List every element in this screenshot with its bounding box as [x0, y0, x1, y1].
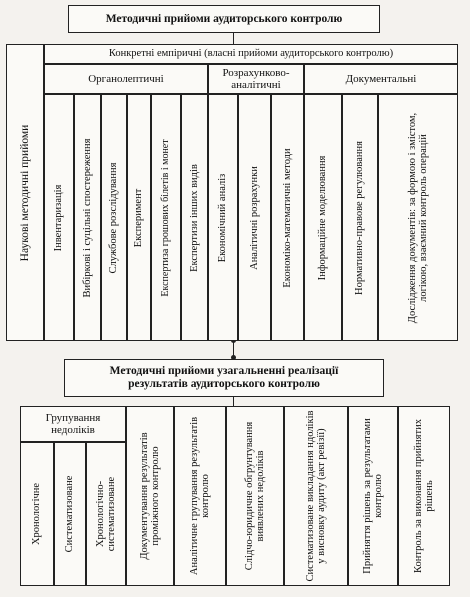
empirical-header: Конкретні емпіричні (власні прийоми аудиторського контролю) — [44, 44, 458, 64]
result-item: Аналітичне групування результатів контролю — [174, 406, 226, 586]
generalization-title: Методичні прийоми узагальненні реалізації результатів аудиторського контролю — [64, 359, 384, 397]
method-item: Інвентаризація — [44, 94, 74, 341]
method-item: Службове розслідування — [101, 94, 127, 341]
scientific-methods-label: Наукові методичні прийоми — [18, 124, 31, 261]
method-item: Експертизи інших видів — [181, 94, 208, 341]
method-item: Вибіркові і суцільні спостереження — [74, 94, 101, 341]
result-item: Слідчо-юридичне обгрунтування виявлених недоліків — [226, 406, 284, 586]
grouping-item: Хронологічно-систематизоване — [86, 442, 126, 586]
main-title: Методичні прийоми аудиторського контролю — [68, 5, 380, 33]
connector-bottom — [233, 397, 234, 406]
method-item: Дослідження документів: за формою і змістом, логікою, взаємний контроль операцій — [378, 94, 458, 341]
method-item: Нормативно-правове регулювання — [342, 94, 378, 341]
method-item: Інформаційне моделювання — [304, 94, 342, 341]
result-item: Систематизоване викладання ндоліків у висновку аудиту (акт ревізії) — [284, 406, 348, 586]
result-item: Документування результатів проміжного контролю — [126, 406, 174, 586]
grouping-header: Групування недоліків — [20, 406, 126, 442]
group-organoleptic: Органолептичні — [44, 64, 208, 94]
method-item: Експертиза грошових білетів і монет — [151, 94, 181, 341]
method-item: Економіко-математичні методи — [271, 94, 304, 341]
result-item: Прийняття рішень за результатами контролю — [348, 406, 398, 586]
connector-title — [233, 33, 234, 44]
method-item: Економічний аналіз — [208, 94, 238, 341]
result-item: Контроль за виконання прийнятих рішень — [398, 406, 450, 586]
method-item: Експеримент — [127, 94, 151, 341]
method-item: Аналітичні розрахунки — [238, 94, 271, 341]
group-computational: Розрахунково-аналітичні — [208, 64, 304, 94]
scientific-methods-cell — [6, 44, 44, 341]
grouping-item: Систематизоване — [54, 442, 86, 586]
grouping-item: Хронологічне — [20, 442, 54, 586]
group-documentary: Документальні — [304, 64, 458, 94]
